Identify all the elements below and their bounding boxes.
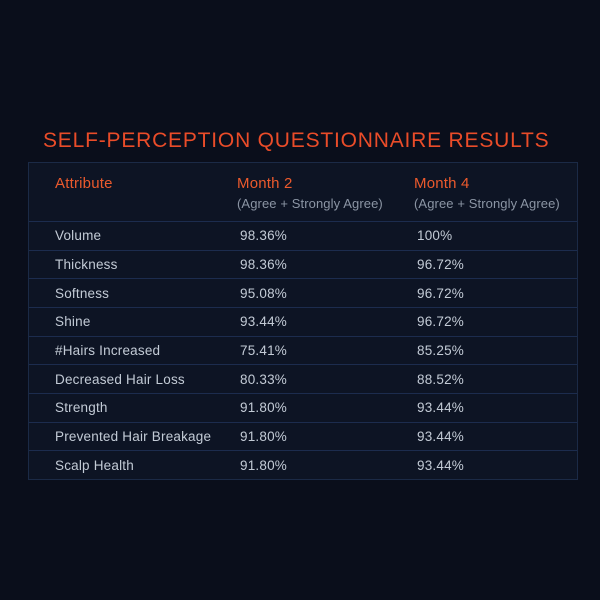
month4-value-cell: 93.44% — [417, 457, 464, 473]
month2-value-cell: 91.80% — [240, 400, 287, 416]
column-header-attribute-label: Attribute — [55, 175, 113, 192]
table-row — [29, 422, 577, 451]
table-row — [29, 278, 577, 307]
month4-value-cell: 96.72% — [417, 314, 464, 330]
column-header-attribute — [55, 175, 237, 221]
month4-value-cell: 93.44% — [417, 400, 464, 416]
column-header-month2-label: Month 2 — [237, 175, 293, 192]
month2-value-cell: 98.36% — [240, 228, 287, 244]
column-header-month4-label: Month 4 — [414, 175, 470, 192]
page-title: SELF-PERCEPTION QUESTIONNAIRE RESULTS — [43, 129, 550, 152]
month2-value-cell: 75.41% — [240, 343, 287, 359]
month2-value-cell: 95.08% — [240, 285, 287, 301]
table-row — [29, 393, 577, 422]
attribute-cell: Scalp Health — [55, 457, 134, 473]
month4-value-cell: 93.44% — [417, 429, 464, 445]
attribute-cell: Softness — [55, 285, 110, 301]
column-header-month4-subtitle: (Agree + Strongly Agree) — [414, 196, 560, 211]
table-body — [29, 221, 577, 479]
table-row — [29, 364, 577, 393]
attribute-cell: Strength — [55, 400, 108, 416]
month2-value-cell: 80.33% — [240, 371, 287, 387]
table-header-row — [29, 163, 577, 221]
month2-value-cell: 93.44% — [240, 314, 287, 330]
attribute-cell: Decreased Hair Loss — [55, 371, 185, 387]
attribute-cell: #Hairs Increased — [55, 343, 161, 359]
table-row — [29, 250, 577, 279]
month4-value-cell: 88.52% — [417, 371, 464, 387]
table-row — [29, 336, 577, 365]
month4-value-cell: 85.25% — [417, 343, 464, 359]
table-row — [29, 307, 577, 336]
column-header-month4 — [414, 175, 577, 221]
column-header-month2-subtitle: (Agree + Strongly Agree) — [237, 196, 383, 211]
month4-value-cell: 96.72% — [417, 257, 464, 272]
month2-value-cell: 98.36% — [240, 257, 287, 272]
attribute-cell: Thickness — [55, 257, 118, 272]
table-row — [29, 221, 577, 250]
month4-value-cell: 100% — [417, 228, 453, 244]
attribute-cell: Shine — [55, 314, 91, 330]
month2-value-cell: 91.80% — [240, 429, 287, 445]
attribute-cell: Volume — [55, 228, 102, 244]
results-table — [28, 162, 578, 480]
month4-value-cell: 96.72% — [417, 285, 464, 301]
attribute-cell: Prevented Hair Breakage — [55, 429, 212, 445]
month2-value-cell: 91.80% — [240, 457, 287, 473]
table-row — [29, 450, 577, 479]
column-header-month2 — [237, 175, 414, 221]
